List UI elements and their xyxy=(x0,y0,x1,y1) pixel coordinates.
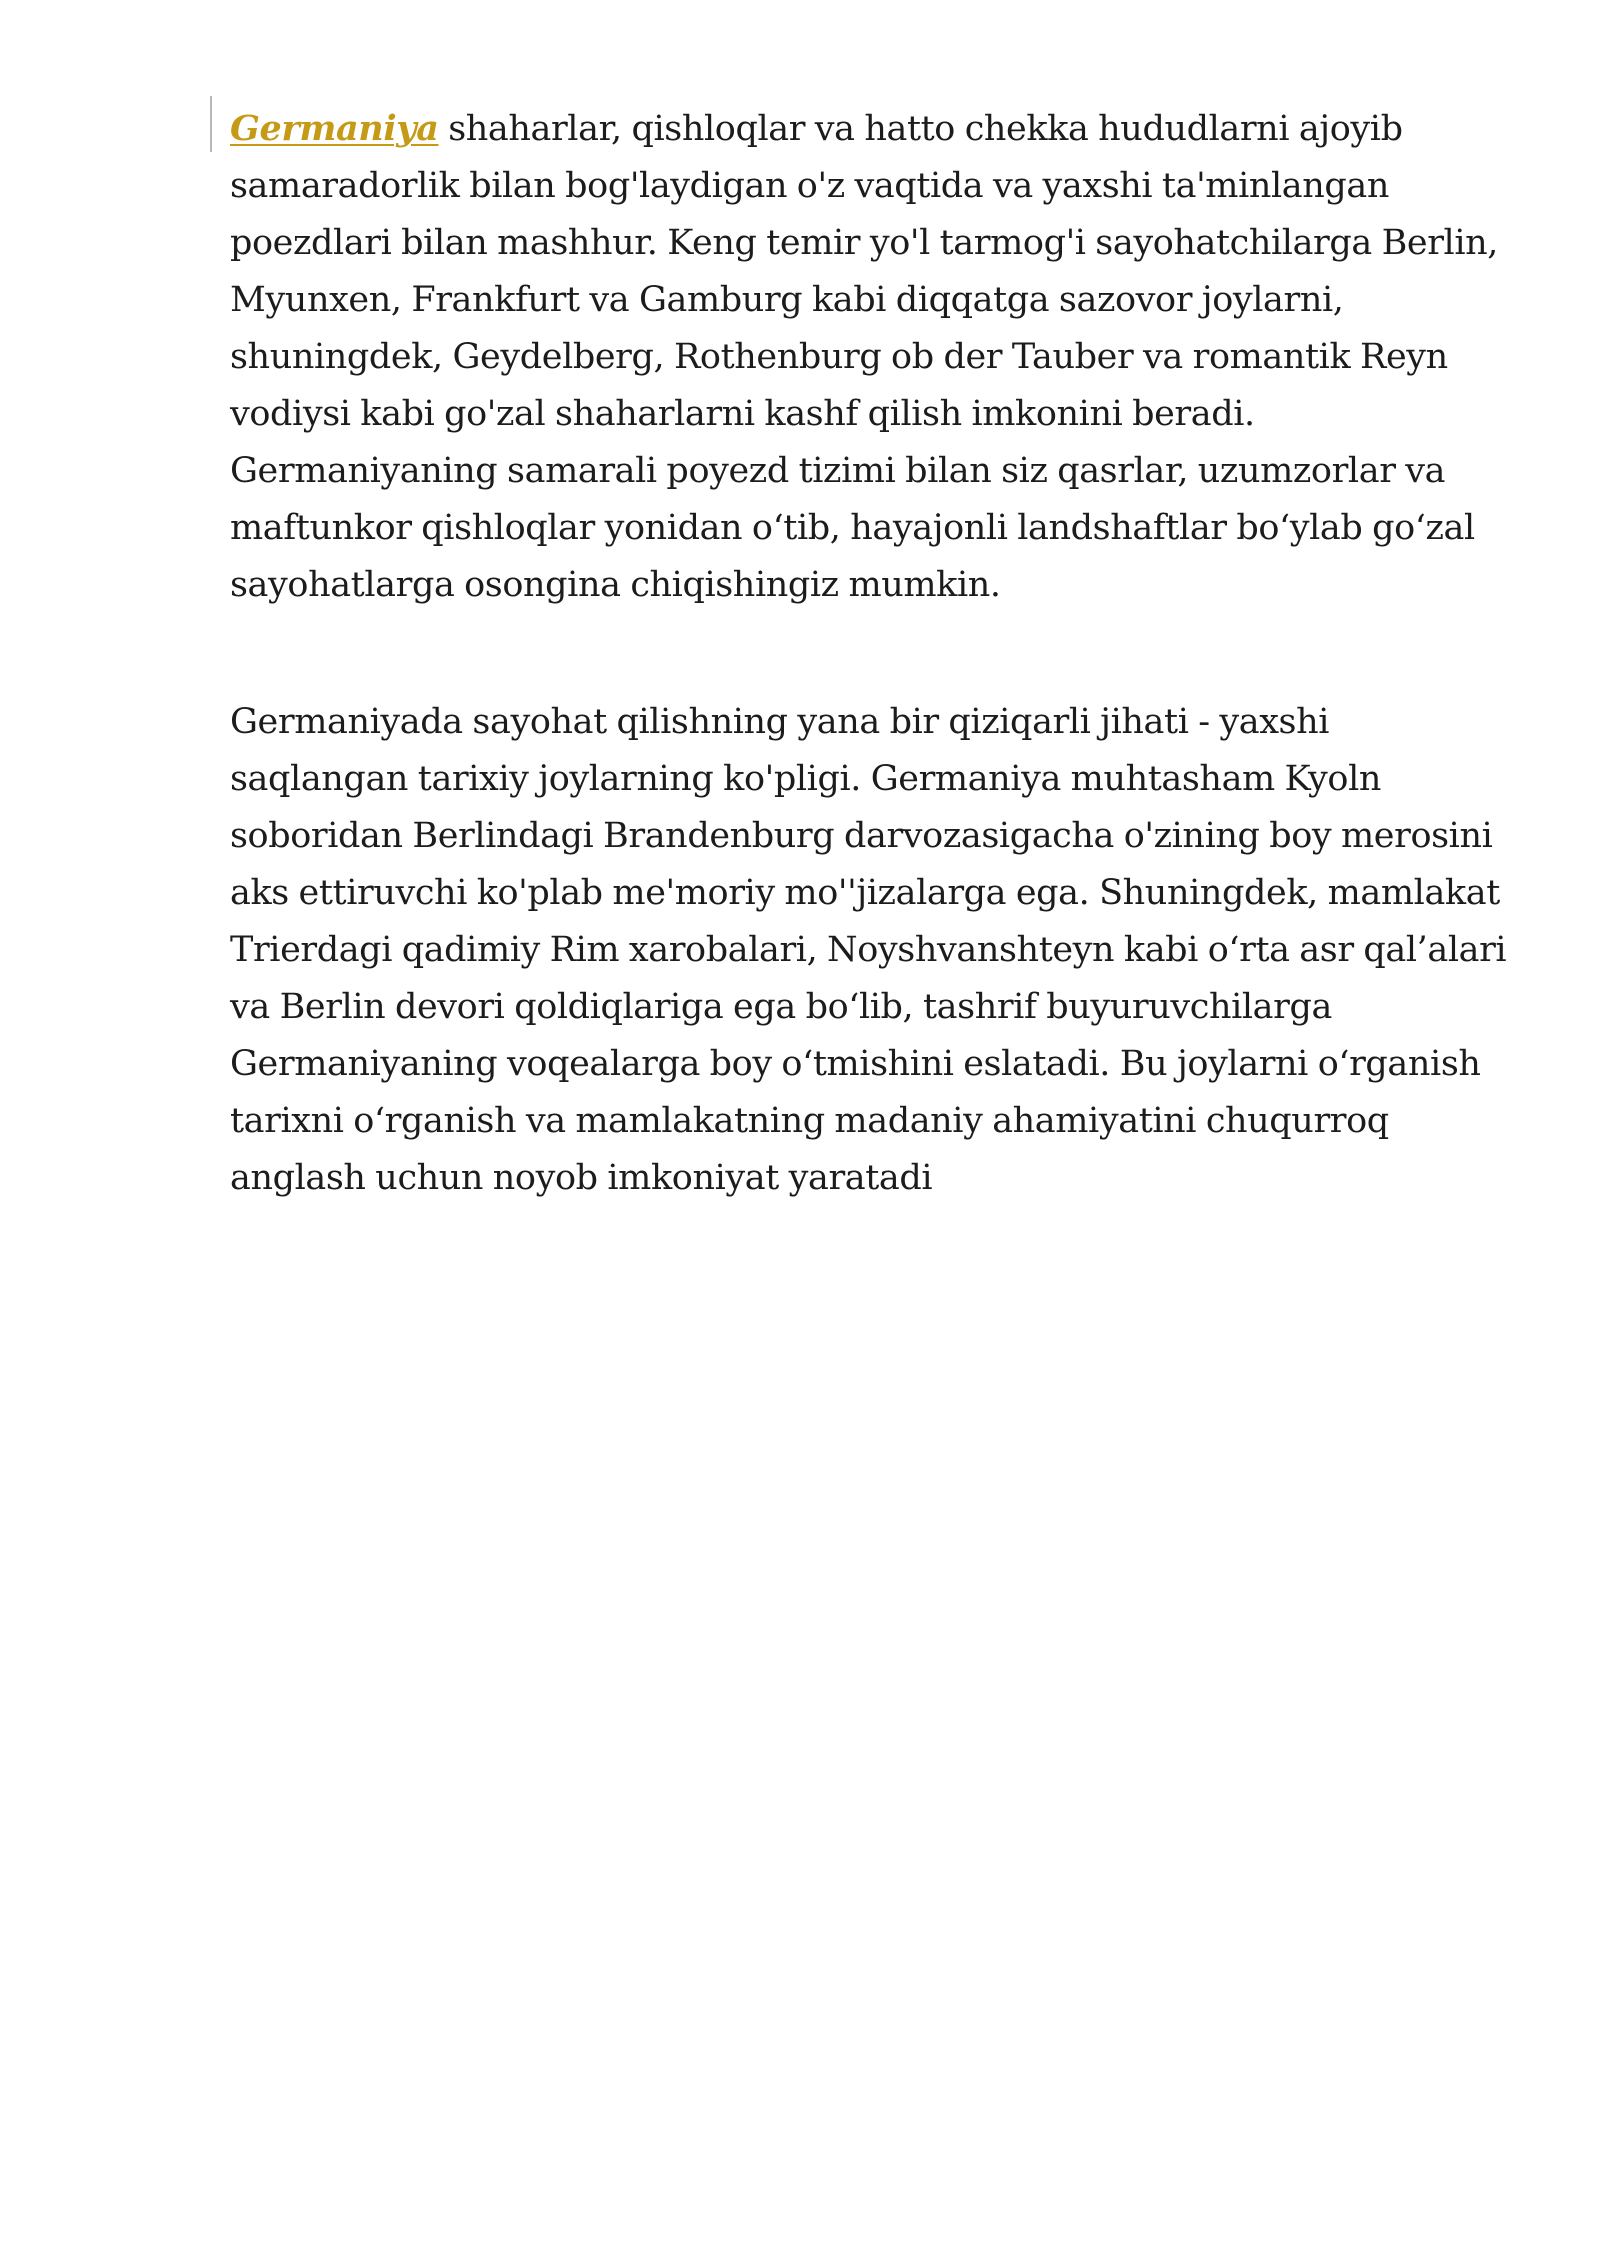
text-cursor-bar xyxy=(210,96,212,152)
paragraph-1-text: shaharlar, qishloqlar va hatto chekka hududlarni ajoyib samaradorlik bilan bog'laydigan o'z vaqtida va yaxshi ta'minlangan poezdlari bilan mashhur. Keng temir yo'l tarmog'i sayohatchilarga Berlin, Myunxen, Frankfurt va Gamburg kabi diqqatga sazovor joylarni, shuningdek, Geydelberg, Rothenburg ob der Tauber va romantik Reyn vodiysi kabi go'zal shaharlarni kashf qilish imkonini beradi. Germaniyaning samarali poyezd tizimi bilan siz qasrlar, uzumzorlar va maftunkor qishloqlar yonidan o‘tib, hayajonli landshaftlar bo‘ylab go‘zal sayohatlarga osongina chiqishingiz mumkin. xyxy=(230,109,1499,605)
paragraph-historic-sites xyxy=(230,694,1510,1207)
paragraph-2-text: Germaniyada sayohat qilishning yana bir qiziqarli jihati - yaxshi saqlangan tarixiy joylarning ko'pligi. Germaniya muhtasham Kyoln soboridan Berlindagi Brandenburg darvozasigacha o'zining boy merosini aks ettiruvchi ko'plab me'moriy mo''jizalarga ega. Shuningdek, mamlakat Trierdagi qadimiy Rim xarobalari, Noyshvanshteyn kabi o‘rta asr qal’alari va Berlin devori qoldiqlariga ega bo‘lib, tashrif buyuruvchilarga Germaniyaning voqealarga boy o‘tmishini eslatadi. Bu joylarni o‘rganish tarixni o‘rganish va mamlakatning madaniy ahamiyatini chuqurroq anglash uchun noyob imkoniyat yaratadi xyxy=(230,702,1507,1198)
germaniya-link[interactable]: Germaniya xyxy=(230,108,439,149)
paragraph-train-network xyxy=(230,100,1510,614)
